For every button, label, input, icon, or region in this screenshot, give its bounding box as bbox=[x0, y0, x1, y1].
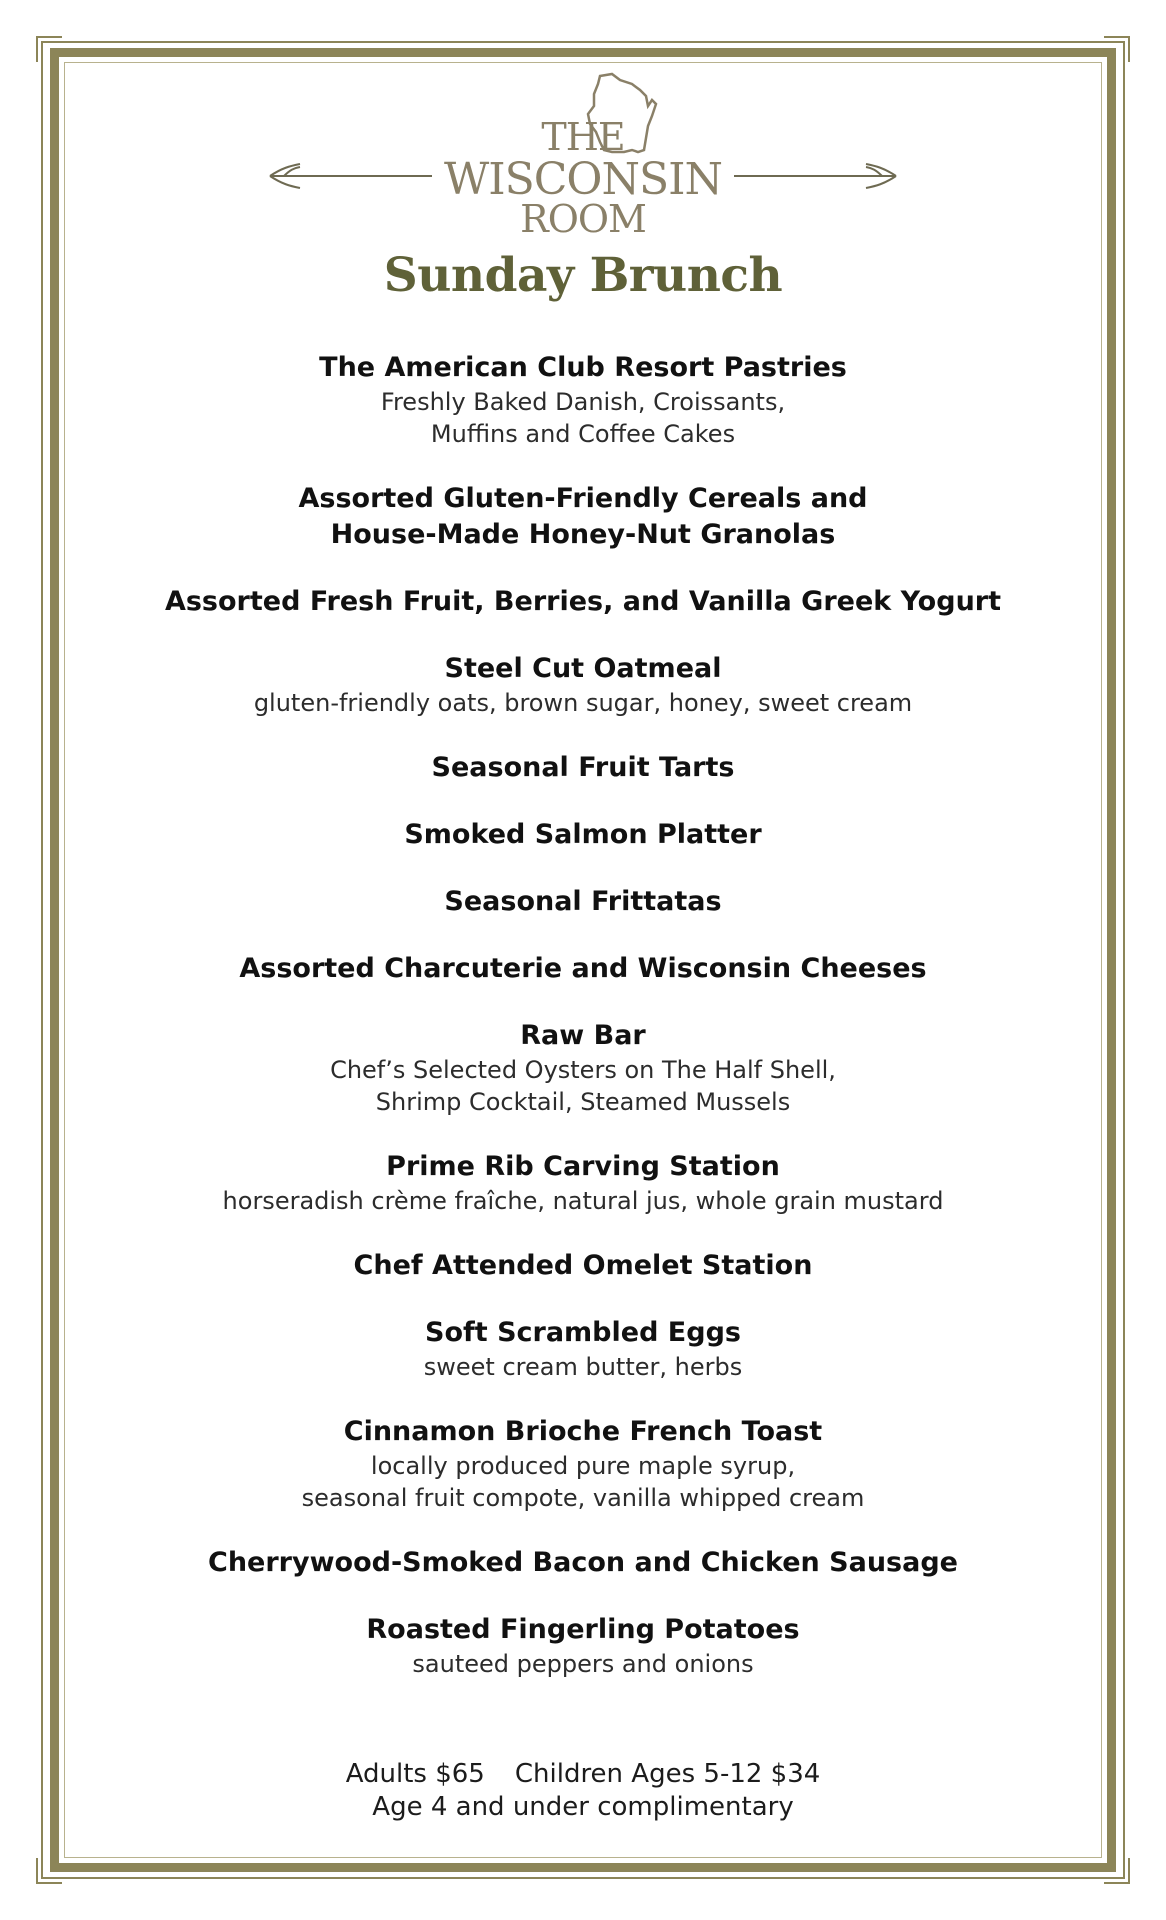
menu-item-description: horseradish crème fraîche, natural jus, whole grain mustard bbox=[222, 1187, 944, 1215]
menu-item-description: sauteed peppers and onions bbox=[412, 1650, 754, 1678]
adult-price: Adults $65 bbox=[345, 1759, 485, 1789]
logo-line-wisconsin: WISCONSIN bbox=[443, 154, 722, 205]
menu-item-description: Chef’s Selected Oysters on The Half Shell, Shrimp Cocktail, Steamed Mussels bbox=[330, 1056, 836, 1116]
menu-item-name: Cinnamon Brioche French Toast bbox=[343, 1416, 823, 1447]
menu-item bbox=[64, 817, 1102, 853]
menu-item-name: Seasonal Frittatas bbox=[444, 886, 722, 917]
menu-item-name: Seasonal Fruit Tarts bbox=[431, 752, 735, 783]
menu-item bbox=[64, 1018, 1102, 1118]
menu-item-name: Prime Rib Carving Station bbox=[386, 1151, 780, 1182]
menu-item bbox=[64, 584, 1102, 620]
menu-item-name: Smoked Salmon Platter bbox=[404, 819, 762, 850]
child-price: Children Ages 5-12 $34 bbox=[514, 1759, 821, 1789]
menu-item-name: The American Club Resort Pastries bbox=[319, 352, 847, 383]
corner-ornament-top-right bbox=[1104, 36, 1130, 62]
menu-item-name: Roasted Fingerling Potatoes bbox=[366, 1614, 800, 1645]
menu-item bbox=[64, 1612, 1102, 1680]
menu-item bbox=[64, 481, 1102, 553]
menu-item bbox=[64, 951, 1102, 987]
menu-items bbox=[64, 350, 1102, 1711]
corner-ornament-top-left bbox=[36, 36, 62, 62]
menu-item-name: Assorted Fresh Fruit, Berries, and Vanilla Greek Yogurt bbox=[164, 586, 1002, 617]
complimentary-note: Age 4 and under complimentary bbox=[372, 1792, 794, 1822]
menu-item bbox=[64, 750, 1102, 786]
menu-item-name: Chef Attended Omelet Station bbox=[353, 1250, 813, 1281]
menu-item bbox=[64, 1414, 1102, 1514]
menu-item-description: locally produced pure maple syrup, seasonal fruit compote, vanilla whipped cream bbox=[301, 1452, 865, 1512]
menu-item bbox=[64, 1248, 1102, 1284]
menu-item-name: Soft Scrambled Eggs bbox=[425, 1317, 741, 1348]
menu-item bbox=[64, 1149, 1102, 1217]
corner-ornament-bottom-left bbox=[36, 1858, 62, 1884]
pricing bbox=[64, 1758, 1102, 1824]
menu-item-name: Cherrywood-Smoked Bacon and Chicken Sausage bbox=[208, 1547, 958, 1578]
menu-item-description: gluten-friendly oats, brown sugar, honey, sweet cream bbox=[253, 689, 913, 717]
menu-title: Sunday Brunch bbox=[383, 248, 783, 303]
price-line bbox=[64, 1758, 1102, 1791]
menu-item-description: sweet cream butter, herbs bbox=[423, 1353, 743, 1381]
menu-item-name: Steel Cut Oatmeal bbox=[444, 653, 722, 684]
menu-item bbox=[64, 651, 1102, 719]
wisconsin-room-logo bbox=[0, 70, 1166, 240]
menu-item-name: Assorted Charcuterie and Wisconsin Cheeses bbox=[239, 953, 927, 984]
menu-item-name: Assorted Gluten-Friendly Cereals and House-Made Honey-Nut Granolas bbox=[298, 483, 868, 550]
menu-item-description: Freshly Baked Danish, Croissants, Muffins and Coffee Cakes bbox=[380, 388, 786, 448]
menu-item bbox=[64, 1545, 1102, 1581]
logo-line-the: THE bbox=[541, 115, 625, 159]
corner-ornament-bottom-right bbox=[1104, 1858, 1130, 1884]
logo-line-room: ROOM bbox=[520, 197, 646, 241]
menu-item bbox=[64, 1315, 1102, 1383]
menu-item bbox=[64, 350, 1102, 450]
menu-item bbox=[64, 884, 1102, 920]
menu-item-name: Raw Bar bbox=[520, 1020, 646, 1051]
